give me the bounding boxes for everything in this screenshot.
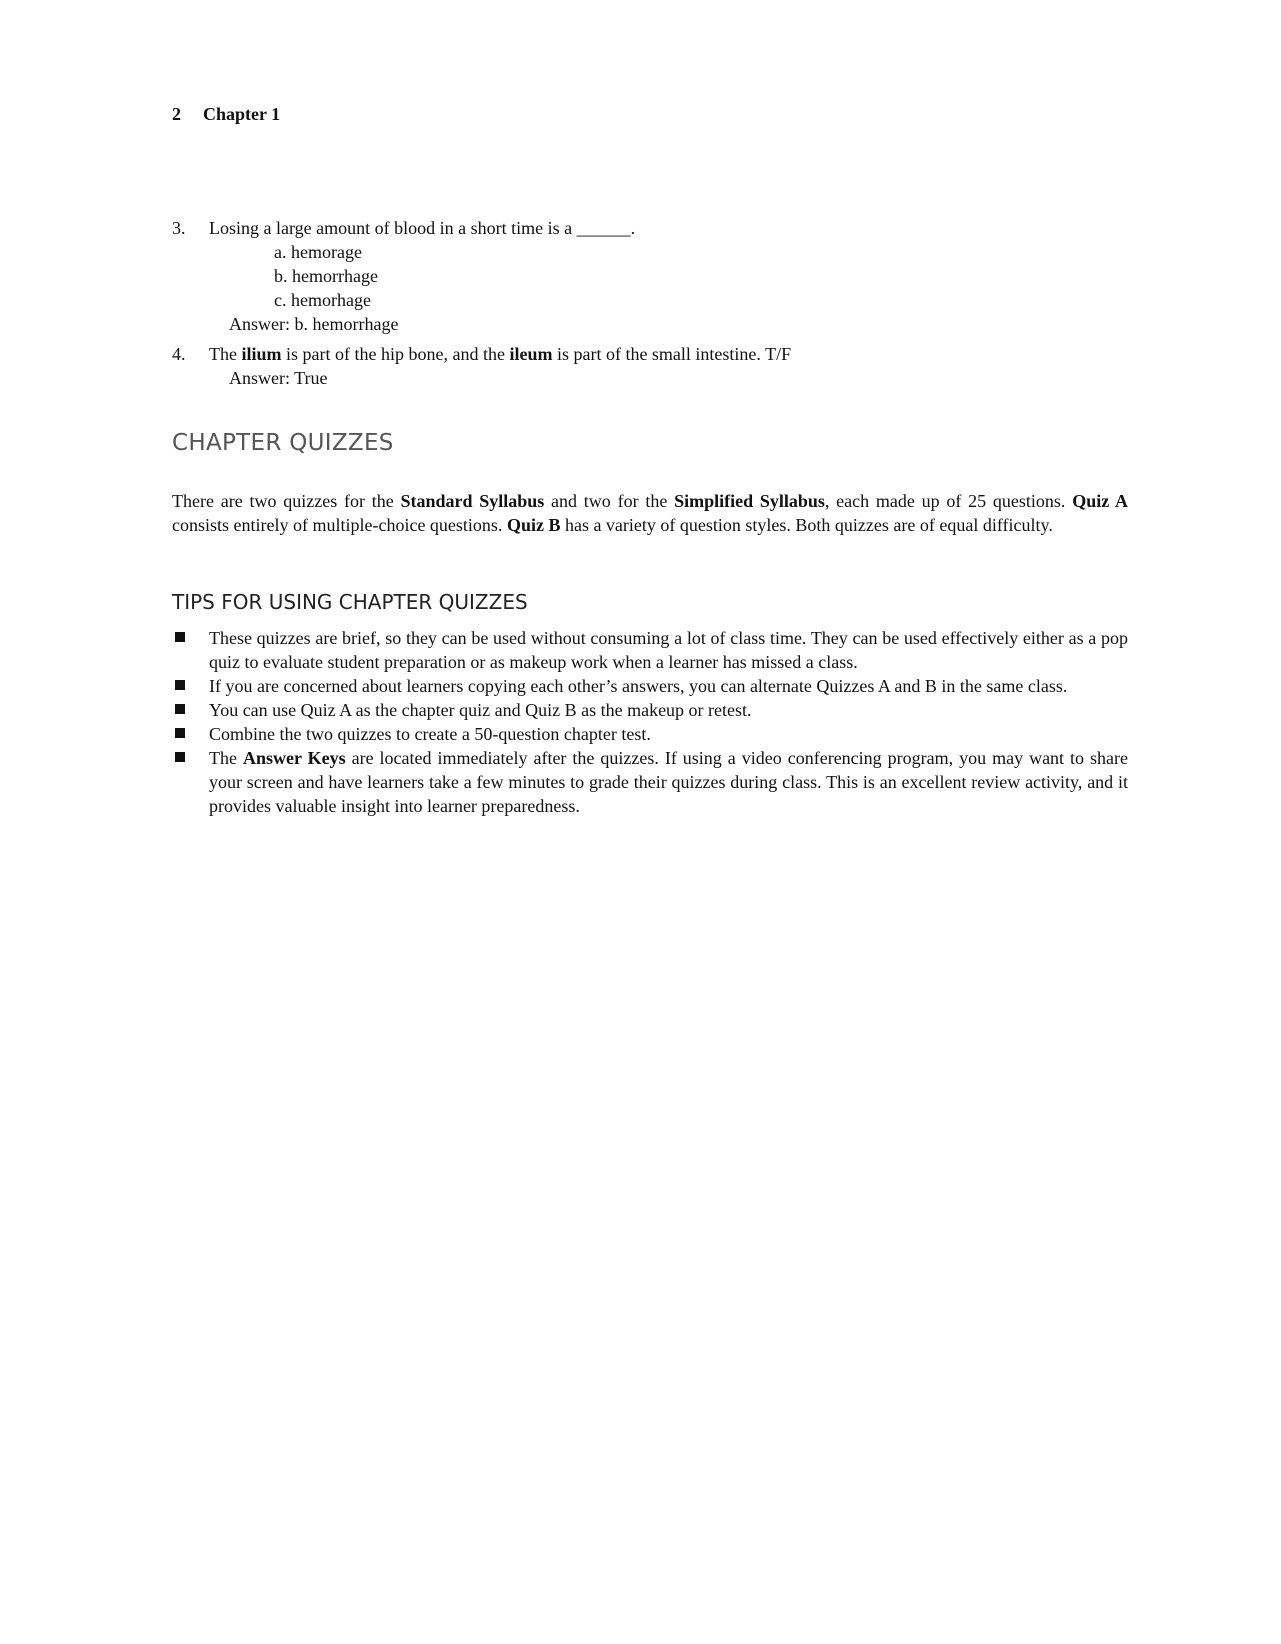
answer-keys-term: Answer Keys <box>242 748 346 768</box>
option-b: b. hemorrhage <box>274 266 378 286</box>
square-bullet-icon <box>172 698 209 722</box>
section-heading-chapter-quizzes: CHAPTER QUIZZES <box>172 430 394 456</box>
question-number: 3. <box>172 218 186 238</box>
option-c: c. hemorhage <box>274 290 371 310</box>
page-number: 2 <box>172 104 181 124</box>
sub-heading-tips: TIPS FOR USING CHAPTER QUIZZES <box>172 590 528 614</box>
question-4 <box>172 342 791 390</box>
tip-text: You can use Quiz A as the chapter quiz and Quiz B as the makeup or retest. <box>209 700 752 720</box>
tip-text: If you are concerned about learners copying each other’s answers, you can alternate Quizzes A and B in the same class. <box>209 676 1068 696</box>
list-item <box>172 698 1128 722</box>
question-answer: Answer: True <box>229 368 328 388</box>
list-item <box>172 626 1128 674</box>
tip-text: These quizzes are brief, so they can be used without consuming a lot of class time. They can be used effectively either as a pop quiz to evaluate student preparation or as makeup work when a learner has missed a class. <box>209 628 1128 672</box>
square-bullet-icon <box>172 722 209 746</box>
chapter-title: Chapter 1 <box>203 104 281 124</box>
tips-list <box>172 626 1128 818</box>
option-a: a. hemorage <box>274 242 362 262</box>
question-number: 4. <box>172 344 186 364</box>
term-ilium: ilium <box>241 344 282 364</box>
list-item <box>172 722 1128 746</box>
question-stem: The ilium is part of the hip bone, and the ileum is part of the small intestine. T/F <box>209 344 792 364</box>
question-answer: Answer: b. hemorrhage <box>229 314 399 334</box>
question-stem: Losing a large amount of blood in a short time is a ______. <box>209 218 636 238</box>
list-item <box>172 746 1128 818</box>
list-item <box>172 674 1128 698</box>
square-bullet-icon <box>172 674 209 698</box>
tip-text: The Answer Keys are located immediately after the quizzes. If using a video conferencing program, you may want to share your screen and have learners take a few minutes to grade their quizzes during class. This is an excellent review activity, and it provides valuable insight into learner preparedness. <box>209 748 1128 816</box>
square-bullet-icon <box>172 746 209 818</box>
running-head <box>172 104 280 125</box>
term-ileum: ileum <box>509 344 553 364</box>
square-bullet-icon <box>172 626 209 674</box>
question-3 <box>172 216 635 336</box>
tip-text: Combine the two quizzes to create a 50-question chapter test. <box>209 724 651 744</box>
chapter-quizzes-paragraph: There are two quizzes for the Standard Syllabus and two for the Simplified Syllabus, each made up of 25 questions. Quiz A consists entirely of multiple-choice questions. Quiz B has a variety of question styles. Both quizzes are of equal difficulty. <box>172 491 1128 535</box>
